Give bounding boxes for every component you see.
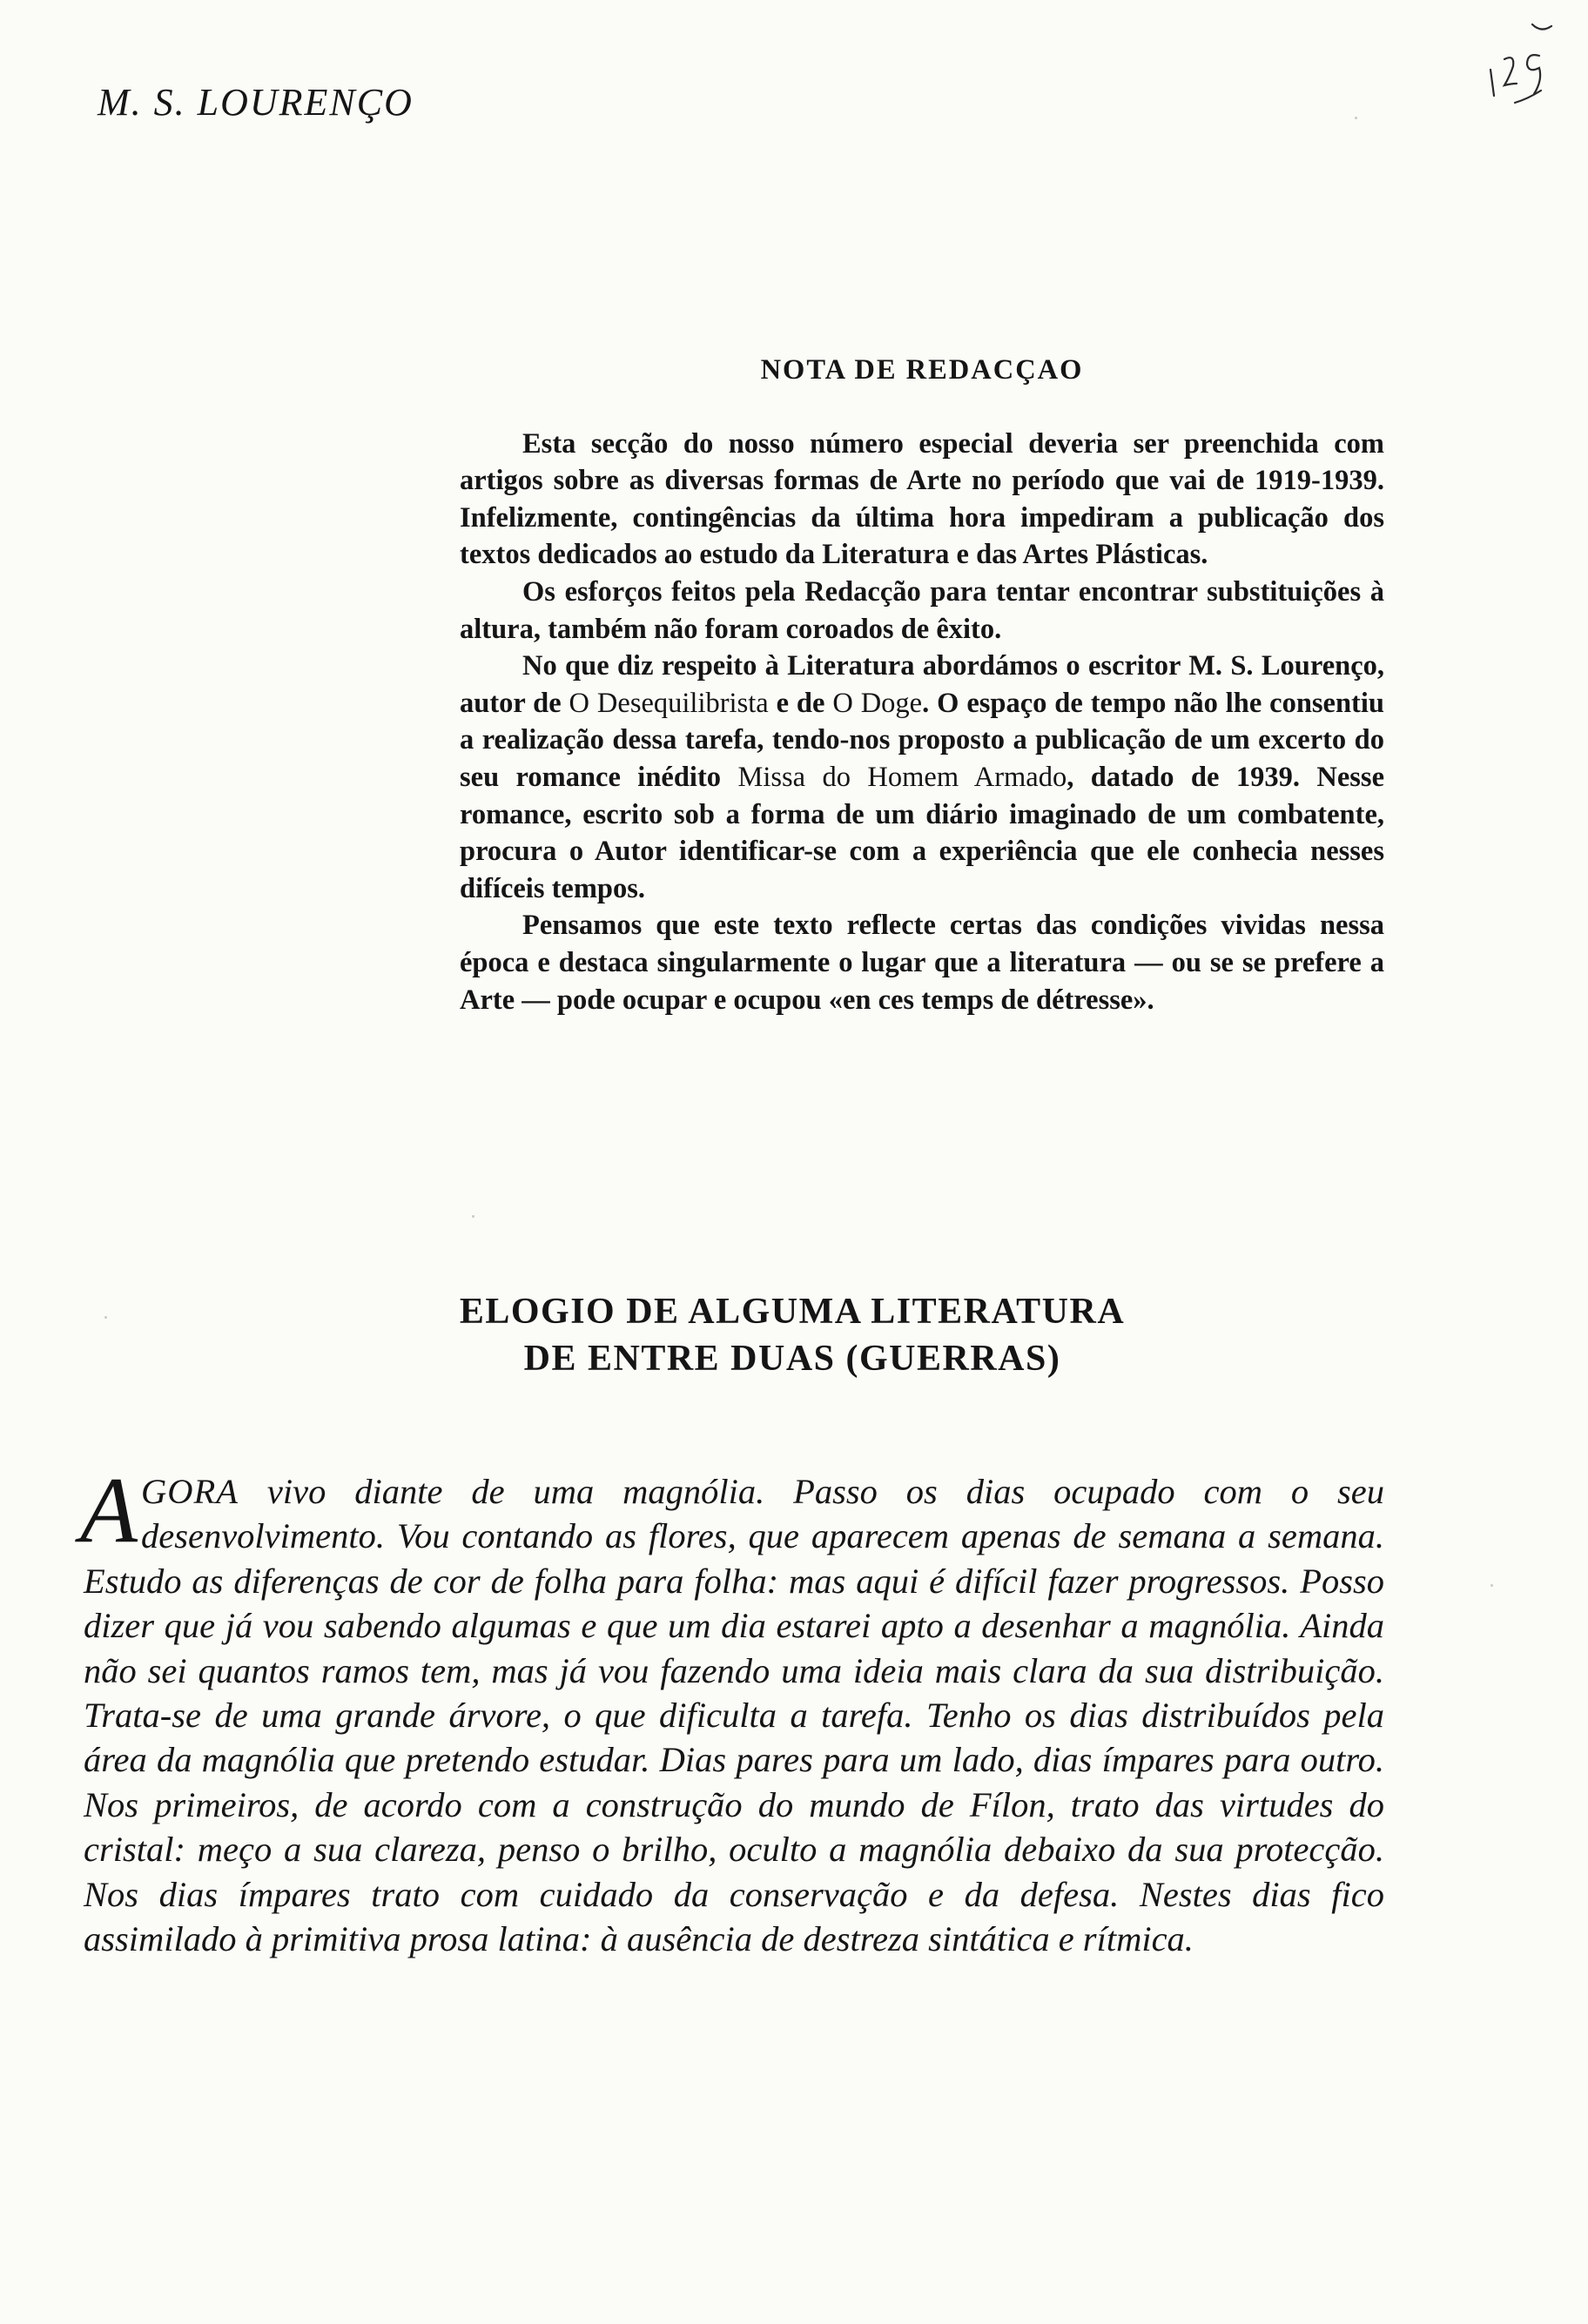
note-paragraph-4: Pensamos que este texto reflecte certas das condições vividas nessa época e destaca singularmente o lugar que a literatura — ou se se prefere a Arte — pode ocupar e ocupou «en ces temps de détresse». bbox=[460, 910, 1384, 1016]
paper-speck bbox=[1490, 1584, 1493, 1587]
handwritten-page-number-icon bbox=[1471, 17, 1567, 139]
article-title bbox=[340, 1288, 1245, 1382]
paper-speck bbox=[104, 1316, 107, 1319]
note-p3-text-a: No que diz respeito à Literatura abordámos o escritor M. S. Lourenço, autor de bbox=[460, 650, 1384, 719]
drop-cap: A bbox=[80, 1459, 138, 1562]
note-paragraph-3 bbox=[460, 648, 1384, 907]
paper-speck bbox=[1355, 117, 1357, 119]
paper-speck bbox=[472, 1215, 474, 1218]
note-paragraph-1: Esta secção do nosso número especial deveria ser preenchida com artigos sobre as diversas formas de Arte no período que vai de 1919-1939. Infelizmente, contingências da última hora impediram a publicação dos textos dedicados ao estudo da Literatura e das Artes Plásticas. bbox=[460, 427, 1384, 571]
article-title-line-2: DE ENTRE DUAS (GUERRAS) bbox=[523, 1339, 1061, 1379]
note-heading: NOTA DE REDACÇAO bbox=[760, 354, 1084, 386]
note-p3-text-d: , datado de 1939. Nesse romance, escrito sob a forma de um diário imaginado de um combatente, procura o Autor identificar-se com a experiência que ele conhecia nesses difíceis tempos. bbox=[460, 761, 1384, 904]
book-title-missa: Missa do Homem Armado bbox=[737, 761, 1067, 793]
note-p3-text-c: . O espaço de tempo não lhe consentiu a realização dessa tarefa, tendo-nos proposto a publicação de um excerto do seu romance inédito bbox=[460, 687, 1384, 793]
book-title-desequilibrista: O Desequilibrista bbox=[569, 687, 769, 719]
editorial-note bbox=[460, 352, 1384, 1018]
lead-word: GORA bbox=[140, 1472, 239, 1511]
note-paragraph-2: Os esforços feitos pela Redacção para tentar encontrar substituições à altura, também não foram coroados de êxito. bbox=[460, 575, 1384, 645]
article-body-text: vivo diante de uma magnólia. Passo os dias ocupado com o seu desenvolvimento. Vou contando as flores, que aparecem apenas de semana a semana. Estudo as diferenças de cor de folha para folha: mas aqui é difícil fazer progressos. Posso dizer que já vou sabendo algumas e que um dia estarei apto a desenhar a magnólia. Ainda não sei quantos ramos tem, mas já vou fazendo uma ideia mais clara da sua distribuição. Trata-se de uma grande árvore, o que dificulta a tarefa. Tenho os dias distribuídos pela área da magnólia que pretendo estudar. Dias pares para um lado, dias ímpares para outro. Nos primeiros, de acordo com a construção do mundo de Fílon, trato das virtudes do cristal: meço a sua clareza, penso o brilho, oculto a magnólia debaixo da sua protecção. Nos dias ímpares trato com cuidado da conservação e da defesa. Nestes dias fico assimilado à primitiva prosa latina: à ausência de destreza sintática e rítmica. bbox=[84, 1472, 1384, 1959]
book-title-doge: O Doge bbox=[832, 687, 923, 719]
article-title-line-1: ELOGIO DE ALGUMA LITERATURA bbox=[459, 1292, 1126, 1332]
article-body bbox=[80, 1459, 1384, 1961]
note-p3-text-b: e de bbox=[768, 687, 833, 719]
running-head-author: M. S. LOURENÇO bbox=[98, 81, 414, 124]
